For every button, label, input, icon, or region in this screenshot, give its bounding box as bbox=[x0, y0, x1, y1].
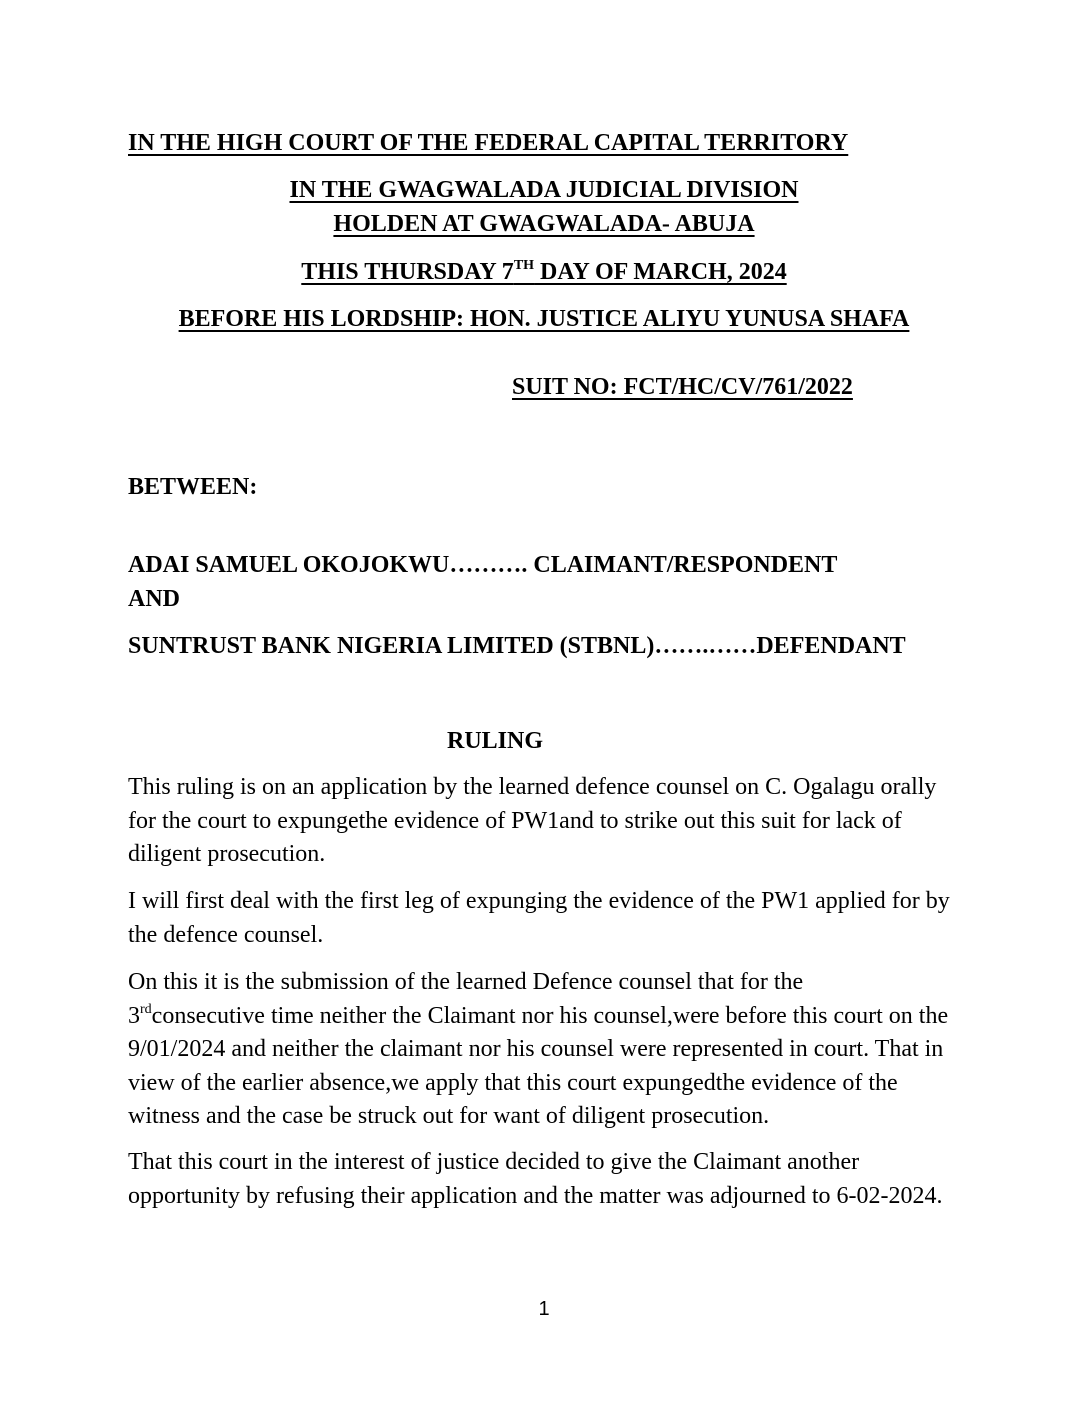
court-title: IN THE HIGH COURT OF THE FEDERAL CAPITAL TERRITORY bbox=[128, 130, 849, 156]
paragraph-text bbox=[128, 966, 958, 1134]
ruling-title: RULING bbox=[447, 728, 544, 754]
date-prefix: THIS THURSDAY 7 bbox=[301, 259, 514, 285]
ruling-paragraph-2 bbox=[128, 885, 958, 952]
claimant-line: ADAI SAMUEL OKOJOKWU………. CLAIMANT/RESPONDENT bbox=[128, 552, 838, 578]
date-suffix: DAY OF MARCH, 2024 bbox=[534, 259, 787, 285]
ordinal-superscript: rd bbox=[140, 1001, 152, 1017]
defendant-line: SUNTRUST BANK NIGERIA LIMITED (STBNL)…….……DEFENDANT bbox=[128, 633, 906, 659]
paragraph-first-line: On this it is the submission of the learned Defence counsel that for the bbox=[128, 969, 804, 995]
ruling-paragraph-3 bbox=[128, 966, 958, 1134]
between-label: BETWEEN: bbox=[128, 474, 258, 500]
and-label: AND bbox=[128, 586, 180, 612]
date-superscript: TH bbox=[513, 258, 535, 273]
before-line: BEFORE HIS LORDSHIP: HON. JUSTICE ALIYU YUNUSA SHAFA bbox=[178, 306, 910, 332]
division-title: IN THE GWAGWALADA JUDICIAL DIVISION bbox=[289, 177, 799, 203]
paragraph-text: I will first deal with the first leg of expunging the evidence of the PW1 applied for by the defence counsel. bbox=[128, 888, 950, 948]
date-line bbox=[0, 260, 1088, 284]
ruling-paragraph-1 bbox=[128, 771, 958, 872]
ordinal-number: 3 bbox=[128, 1002, 140, 1029]
ruling-paragraph-4 bbox=[128, 1146, 958, 1213]
paragraph-rest: consecutive time neither the Claimant nor his counsel,were before this court on the 9/01/2024 and neither the claimant nor his counsel were represented in court. That in view of the earlier absence,we apply that this court expungedthe evidence of the witness and the case be struck out for want of diligent prosecution. bbox=[128, 1002, 949, 1129]
paragraph-text: That this court in the interest of justice decided to give the Claimant another opportunity by refusing their application and the matter was adjourned to 6-02-2024. bbox=[128, 1149, 943, 1209]
suit-number: SUIT NO: FCT/HC/CV/761/2022 bbox=[512, 374, 853, 400]
holden-title: HOLDEN AT GWAGWALADA- ABUJA bbox=[333, 211, 755, 237]
paragraph-text: This ruling is on an application by the learned defence counsel on C. Ogalagu orally for the court to expungethe evidence of PW1and to strike out this suit for lack of diligent prosecution. bbox=[128, 774, 937, 867]
page-number: 1 bbox=[538, 1298, 550, 1320]
